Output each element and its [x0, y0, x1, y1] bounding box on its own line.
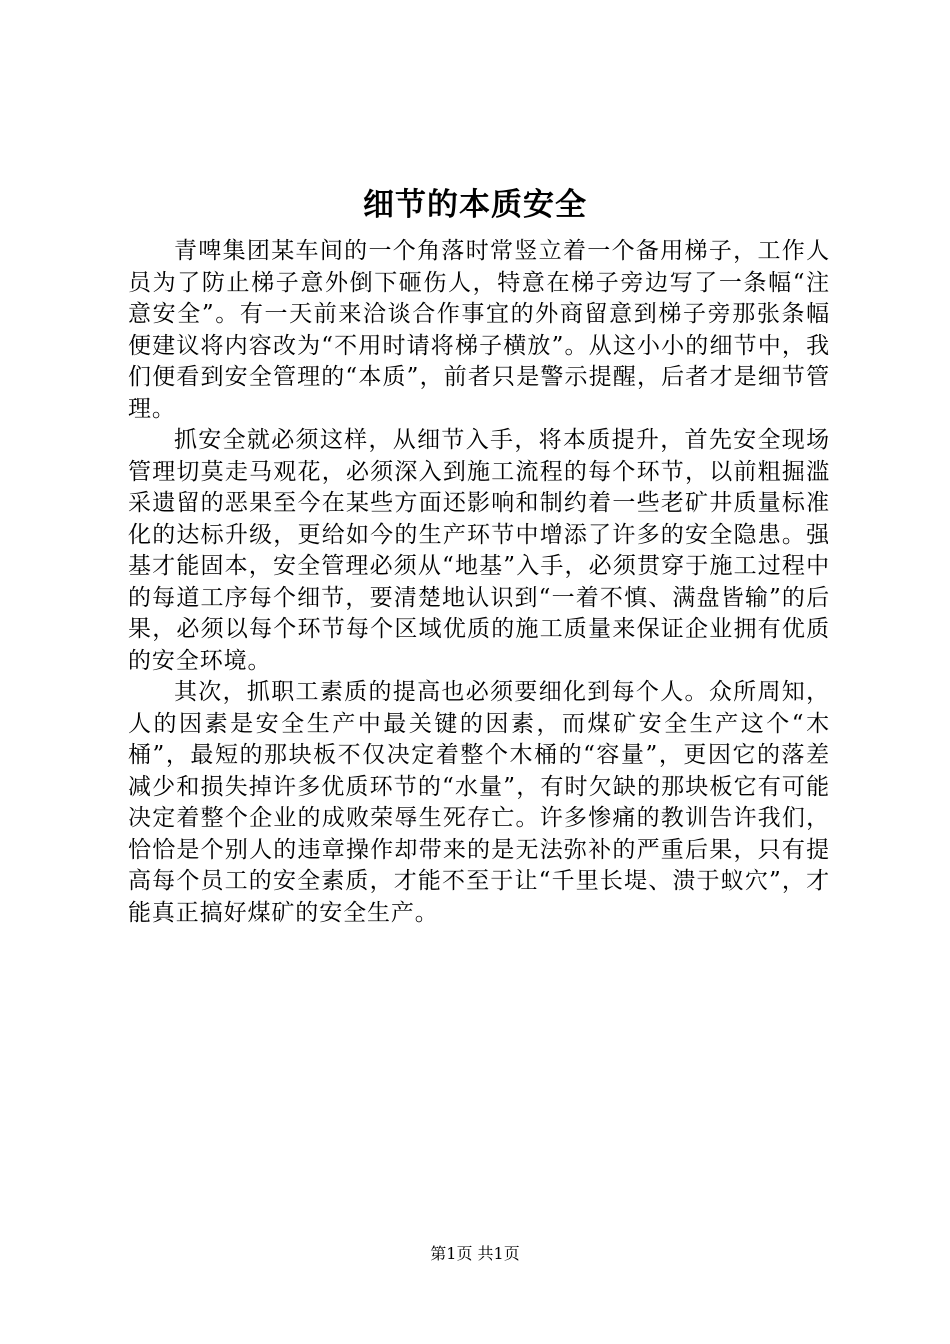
- paragraph-2: 抓安全就必须这样，从细节入手，将本质提升，首先安全现场管理切莫走马观花，必须深入到施工流程的每个环节，以前粗掘滥采遗留的恶果至今在某些方面还影响和制约着一些老矿井质量标准化的达标升级，更给如今的生产环节中增添了许多的安全隐患。强基才能固本，安全管理必须从“地基”入手，必须贯穿于施工过程中的每道工序每个细节，要清楚地认识到“一着不慎、满盘皆输”的后果，必须以每个环节每个区域优质的施工质量来保证企业拥有优质的安全环境。: [128, 427, 830, 674]
- document-body: [128, 236, 830, 929]
- document-title: 细节的本质安全: [363, 187, 587, 223]
- page-footer: 第1页 共1页: [430, 1244, 520, 1263]
- paragraph-3: 其次，抓职工素质的提高也必须要细化到每个人。众所周知，人的因素是安全生产中最关键的因素，而煤矿安全生产这个“木桶”，最短的那块板不仅决定着整个木桶的“容量”，更因它的落差减少和损失掉许多优质环节的“水量”，有时欠缺的那块板它有可能决定着整个企业的成败荣辱生死存亡。许多惨痛的教训告许我们，恰恰是个别人的违章操作却带来的是无法弥补的严重后果，只有提高每个员工的安全素质，才能不至于让“千里长堤、溃于蚁穴”，才能真正搞好煤矿的安全生产。: [128, 679, 830, 926]
- paragraph-1: 青啤集团某车间的一个角落时常竖立着一个备用梯子，工作人员为了防止梯子意外倒下砸伤人，特意在梯子旁边写了一条幅“注意安全”。有一天前来洽谈合作事宜的外商留意到梯子旁那张条幅便建议将内容改为“不用时请将梯子横放”。从这小小的细节中，我们便看到安全管理的“本质”，前者只是警示提醒，后者才是细节管理。: [128, 238, 830, 422]
